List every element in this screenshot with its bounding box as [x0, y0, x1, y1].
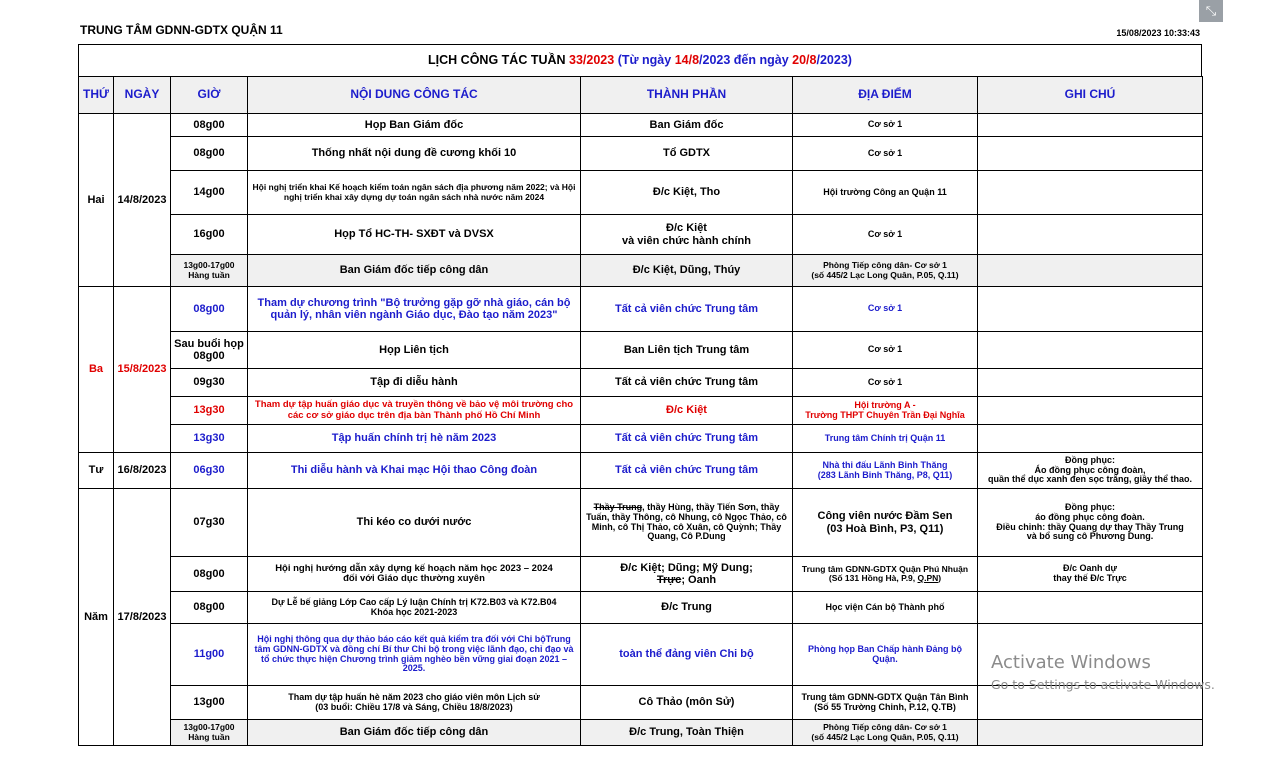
day-date: 17/8/2023 — [114, 489, 171, 746]
table-row: 08g00 Dự Lễ bế giảng Lớp Cao cấp Lý luận Chính trị K72.B03 và K72.B04 Khóa học 2021-2023 Đ/c Trung Học viện Cán bộ Thành phố — [79, 592, 1203, 624]
day-date: 14/8/2023 — [114, 114, 171, 287]
table-row: 13g00-17g00 Hàng tuần Ban Giám đốc tiếp công dân Đ/c Kiệt, Dũng, Thúy Phòng Tiếp công dân- Cơ sở 1 (số 445/2 Lạc Long Quân, P.05, Q.11) — [79, 255, 1203, 287]
day-name: Ba — [79, 287, 114, 453]
day-date: 16/8/2023 — [114, 453, 171, 489]
table-row: 13g30 Tham dự tập huấn giáo dục và truyền thông về bảo vệ môi trường cho các cơ sở giáo dục trên địa bàn Thành phố Hồ Chí Minh Đ/c Kiệt Hội trường A - Trường THPT Chuyên Trần Đại Nghĩa — [79, 397, 1203, 425]
col-ngay: NGÀY — [114, 77, 171, 114]
table-row: 16g00 Họp Tổ HC-TH- SXĐT và DVSX Đ/c Kiệt và viên chức hành chính Cơ sở 1 — [79, 215, 1203, 255]
schedule-table — [78, 76, 1203, 746]
day-name: Tư — [79, 453, 114, 489]
org-name: TRUNG TÂM GDNN-GDTX QUẬN 11 — [80, 23, 283, 37]
activate-windows-watermark: Activate Windows Go to Settings to activate Windows. — [991, 652, 1215, 692]
table-row: Ba 15/8/2023 08g00 Tham dự chương trình "Bộ trưởng gặp gỡ nhà giáo, cán bộ quản lý, nhân viên ngành Giáo dục, Đào tạo năm 2023" Tất cả viên chức Trung tâm Cơ sở 1 — [79, 287, 1203, 332]
table-row: 08g00 Thống nhất nội dung đề cương khối 10 Tổ GDTX Cơ sở 1 — [79, 137, 1203, 171]
table-row: 13g00 Tham dự tập huấn hè năm 2023 cho giáo viên môn Lịch sử (03 buổi: Chiều 17/8 và Sáng, Chiều 18/8/2023) Cô Thảo (môn Sử) Trung tâm GDNN-GDTX Quận Tân Bình (Số 55 Trường Chinh, P.12, Q.TB) — [79, 686, 1203, 720]
table-header — [79, 77, 1203, 114]
timestamp: 15/08/2023 10:33:43 — [1116, 28, 1200, 38]
table-row: 11g00 Hội nghị thông qua dự thảo báo cáo kết quả kiểm tra đối với Chi bộTrung tâm GDNN-GDTX và đồng chí Bí thư Chi bộ trong việc lãnh đạo, chỉ đạo và tổ chức thực hiện Chương trình giảm nghèo bền vững giai đoạn 2021 – 2025. toàn thể đảng viên Chi bộ Phòng họp Ban Chấp hành Đảng bộ Quận. — [79, 624, 1203, 686]
table-row: 13g30 Tập huấn chính trị hè năm 2023 Tất cả viên chức Trung tâm Trung tâm Chính trị Quận 11 — [79, 425, 1203, 453]
title-box — [78, 44, 1202, 76]
week-number: 33/2023 — [569, 53, 615, 67]
table-row: Hai 14/8/2023 08g00 Họp Ban Giám đốc Ban Giám đốc Cơ sở 1 — [79, 114, 1203, 137]
table-row: 13g00-17g00 Hàng tuần Ban Giám đốc tiếp công dân Đ/c Trung, Toàn Thiện Phòng Tiếp công dân- Cơ sở 1 (số 445/2 Lạc Long Quân, P.05, Q.11) — [79, 720, 1203, 746]
day-date: 15/8/2023 — [114, 287, 171, 453]
table-row: 08g00 Hội nghị hướng dẫn xây dựng kế hoạch năm học 2023 – 2024 đối với Giáo dục thường xuyên Đ/c Kiệt; Dũng; Mỹ Dung; Trực; Oanh Trung tâm GDNN-GDTX Quận Phú Nhuận (Số 131 Hồng Hà, P.9, Q.PN) Đ/c Oanh dự thay thế Đ/c Trực — [79, 557, 1203, 592]
col-gio: GIỜ — [171, 77, 248, 114]
col-dia-diem: ĐỊA ĐIỂM — [793, 77, 978, 114]
table-row: 09g30 Tập đi diễu hành Tất cả viên chức Trung tâm Cơ sở 1 — [79, 369, 1203, 397]
table-row: Sau buổi họp 08g00 Họp Liên tịch Ban Liên tịch Trung tâm Cơ sở 1 — [79, 332, 1203, 369]
table-row: 14g00 Hội nghị triển khai Kế hoạch kiểm toán ngân sách địa phương năm 2022; và Hội nghị triển khai xây dựng dự toán ngân sách nhà nước năm 2024 Đ/c Kiệt, Tho Hội trường Công an Quận 11 — [79, 171, 1203, 215]
collapse-arrows-icon[interactable]: ⤡ — [1199, 0, 1223, 22]
schedule-title: LỊCH CÔNG TÁC TUẦN 33/2023 (Từ ngày 14/8/2023 đến ngày 20/8/2023) — [428, 53, 852, 67]
col-ghi-chu: GHI CHÚ — [978, 77, 1203, 114]
day-name: Hai — [79, 114, 114, 287]
table-row: Năm 17/8/2023 07g30 Thi kéo co dưới nước Thầy Trung, thầy Hùng, thầy Tiến Sơn, thầy Tuấn, thầy Thông, cô Nhung, cô Ngọc Thảo, cô Minh, cô Thị Thảo, cô Xuân, cô Quỳnh; Thầy Quang, Cô P.Dung Công viên nước Đầm Sen (03 Hoà Bình, P3, Q11) Đồng phục: áo đồng phục công đoàn. Điều chỉnh: thầy Quang dự thay Thầy Trung và bổ sung cô Phương Dung. — [79, 489, 1203, 557]
col-thu: THỨ — [79, 77, 114, 114]
col-thanh-phan: THÀNH PHẦN — [581, 77, 793, 114]
table-row: Tư 16/8/2023 06g30 Thi diễu hành và Khai mạc Hội thao Công đoàn Tất cả viên chức Trung tâm Nhà thi đấu Lãnh Binh Thăng (283 Lãnh Binh Thăng, P8, Q11) Đồng phục: Áo đồng phục công đoàn, quần thể dục xanh đen sọc trắng, giầy thể thao. — [79, 453, 1203, 489]
day-name: Năm — [79, 489, 114, 746]
col-noi-dung: NỘI DUNG CÔNG TÁC — [248, 77, 581, 114]
